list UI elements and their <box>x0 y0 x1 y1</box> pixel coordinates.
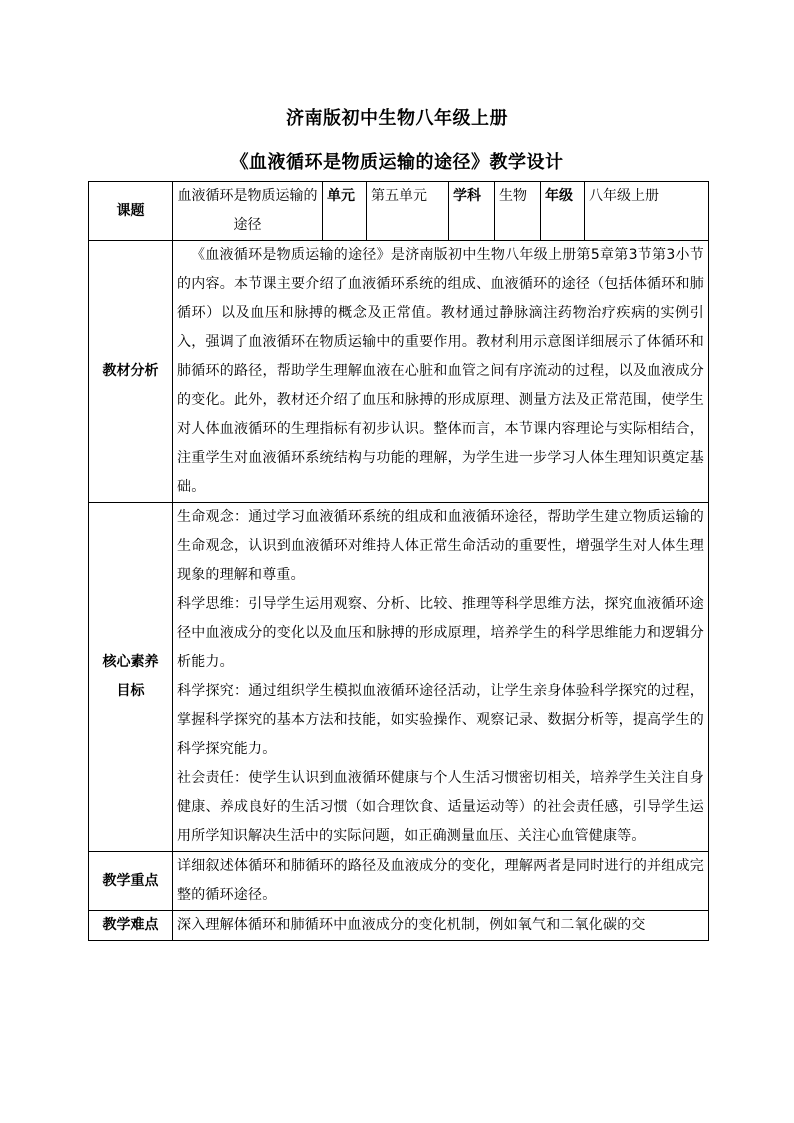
core-literacy-row <box>89 503 709 852</box>
unit-value: 第五单元 <box>367 182 449 241</box>
analysis-label: 教材分析 <box>89 241 173 503</box>
document-title-line2: 《血液循环是物质运输的途径》教学设计 <box>230 152 564 173</box>
core-literacy-cell <box>173 503 709 852</box>
key-points-row <box>89 852 709 911</box>
core-label-line2: 目标 <box>116 683 145 699</box>
grade-value: 八年级上册 <box>585 182 709 241</box>
key-points-label: 教学重点 <box>89 852 173 911</box>
unit-label: 单元 <box>323 182 367 241</box>
core-paragraph-scientific-inquiry: 科学探究：通过组织学生模拟血液循环途径活动，让学生亲身体验科学探究的过程，掌握科学探究的基本方法和技能，如实验操作、观察记录、数据分析等，提高学生的科学探究能力。 <box>177 683 704 757</box>
analysis-text: 《血液循环是物质运输的途径》是济南版初中生物八年级上册第5章第3节第3小节的内容。本节课主要介绍了血液循环系统的组成、血液循环的途径（包括体循环和肺循环）以及血压和脉搏的概念及正常值。教材通过静脉滴注药物治疗疾病的实例引入，强调了血液循环在物质运输中的重要作用。教材利用示意图详细展示了体循环和肺循环的路径，帮助学生理解血液在心脏和血管之间有序流动的过程，以及血液成分的变化。此外，教材还介绍了血压和脉搏的形成原理、测量方法及正常范围，使学生对人体血液循环的生理指标有初步认识。整体而言，本节课内容理论与实际相结合，注重学生对血液循环系统结构与功能的理解，为学生进一步学习人体生理知识奠定基础。 <box>177 247 704 495</box>
core-paragraph-social-responsibility: 社会责任：使学生认识到血液循环健康与个人生活习惯密切相关，培养学生关注自身健康、养成良好的生活习惯（如合理饮食、适量运动等）的社会责任感，引导学生运用所学知识解决生活中的实际问题，如正确测量血压、关注心血管健康等。 <box>177 770 704 844</box>
difficult-points-row <box>89 911 709 941</box>
core-paragraph-scientific-thinking: 科学思维：引导学生运用观察、分析、比较、推理等科学思维方法，探究血液循环途径中血液成分的变化以及血压和脉搏的形成原理，培养学生的科学思维能力和逻辑分析能力。 <box>177 596 704 670</box>
topic-value: 血液循环是物质运输的途径 <box>173 182 323 241</box>
key-points-text: 详细叙述体循环和肺循环的路径及血液成分的变化，理解两者是同时进行的并组成完整的循环途径。 <box>173 852 709 911</box>
difficult-points-text: 深入理解体循环和肺循环中血液成分的变化机制，例如氧气和二氧化碳的交 <box>173 911 709 941</box>
analysis-cell <box>173 241 709 503</box>
subject-value: 生物 <box>495 182 541 241</box>
difficult-points-label: 教学难点 <box>89 911 173 941</box>
analysis-row <box>89 241 709 503</box>
lesson-plan-table <box>88 181 709 941</box>
document-title-line1: 济南版初中生物八年级上册 <box>286 108 508 129</box>
core-literacy-label <box>89 503 173 852</box>
header-row <box>89 182 709 241</box>
subject-label: 学科 <box>449 182 495 241</box>
core-label-line1: 核心素养 <box>102 654 159 670</box>
topic-label: 课题 <box>89 182 173 241</box>
grade-label: 年级 <box>541 182 585 241</box>
core-paragraph-life-concept: 生命观念：通过学习血液循环系统的组成和血液循环途径，帮助学生建立物质运输的生命观念，认识到血液循环对维持人体正常生命活动的重要性，增强学生对人体生理现象的理解和尊重。 <box>177 509 704 583</box>
